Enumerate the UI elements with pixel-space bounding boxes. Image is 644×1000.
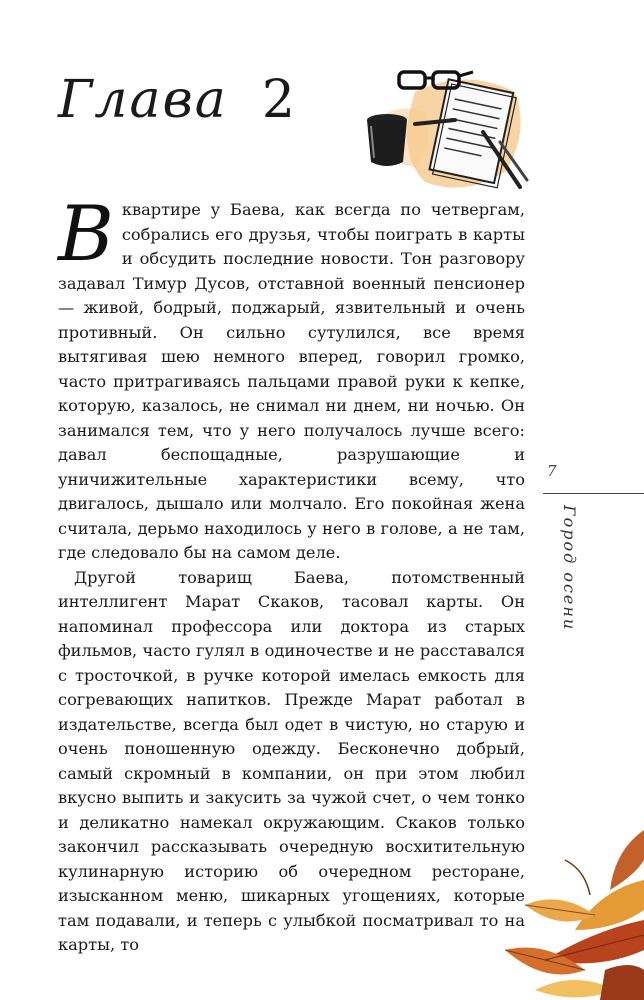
side-divider [543, 493, 644, 494]
autumn-leaves-illustration [505, 820, 644, 1000]
chapter-number: 2 [261, 70, 297, 130]
paragraph-2: Другой товарищ Баева, потомственный интеллигент Марат Скаков, тасовал карты. Он напоминал профессора или доктора из старых фильмов, часто гулял в одиночестве и не расставался с тросточкой, в ручке которой имелась емкость для согревающих напитков. Прежде Марат работал в издательстве, всегда был одет в чистую, но старую и очень поношенную одежду. Бесконечно добрый, самый скромный в компании, он при этом любил вкусно выпить и закусить за чужой счет, о чем тонко и деликатно намекал окружающим. Скаков только закончил рассказывать очередную восхитительную кулинарную историю об очередном ресторане, изысканном меню, шикарных угощениях, которые там подавали, и теперь с улыбкой посматривал то на карты, то [58, 567, 525, 954]
coffee-notebook-glasses-illustration [355, 62, 530, 202]
chapter-text [58, 189, 525, 958]
paragraph-1 [58, 189, 525, 566]
page-number: 7 [547, 462, 557, 480]
chapter-title [58, 70, 297, 130]
chapter-word: Глава [58, 70, 228, 130]
paragraph-1-text: квартире у Баева, как всегда по четвергам, собрались его друзья, чтобы поиграть в карты и обсудить последние новости. Тон разговору задавал Тимур Дусов, отставной военный пенсионер — живой, бодрый, поджарый, язвительный и очень противный. Он сильно сутулился, все время вытягивая шею немного вперед, говорил громко, часто притрагиваясь пальцами правой руки к кепке, которую, казалось, не снимал ни днем, ни ночью. Он занимался тем, что у него получалось лучше всего: давал беспощадные, разрушающие и уничижительные характеристики всему, что двигалось, дышало или молчало. Его покойная жена считала, дерьмо находилось у него в голове, а не там, где следовало бы на самом деле. [58, 200, 525, 562]
running-head: Город осени [560, 505, 579, 632]
dropcap-letter: В [58, 189, 114, 278]
